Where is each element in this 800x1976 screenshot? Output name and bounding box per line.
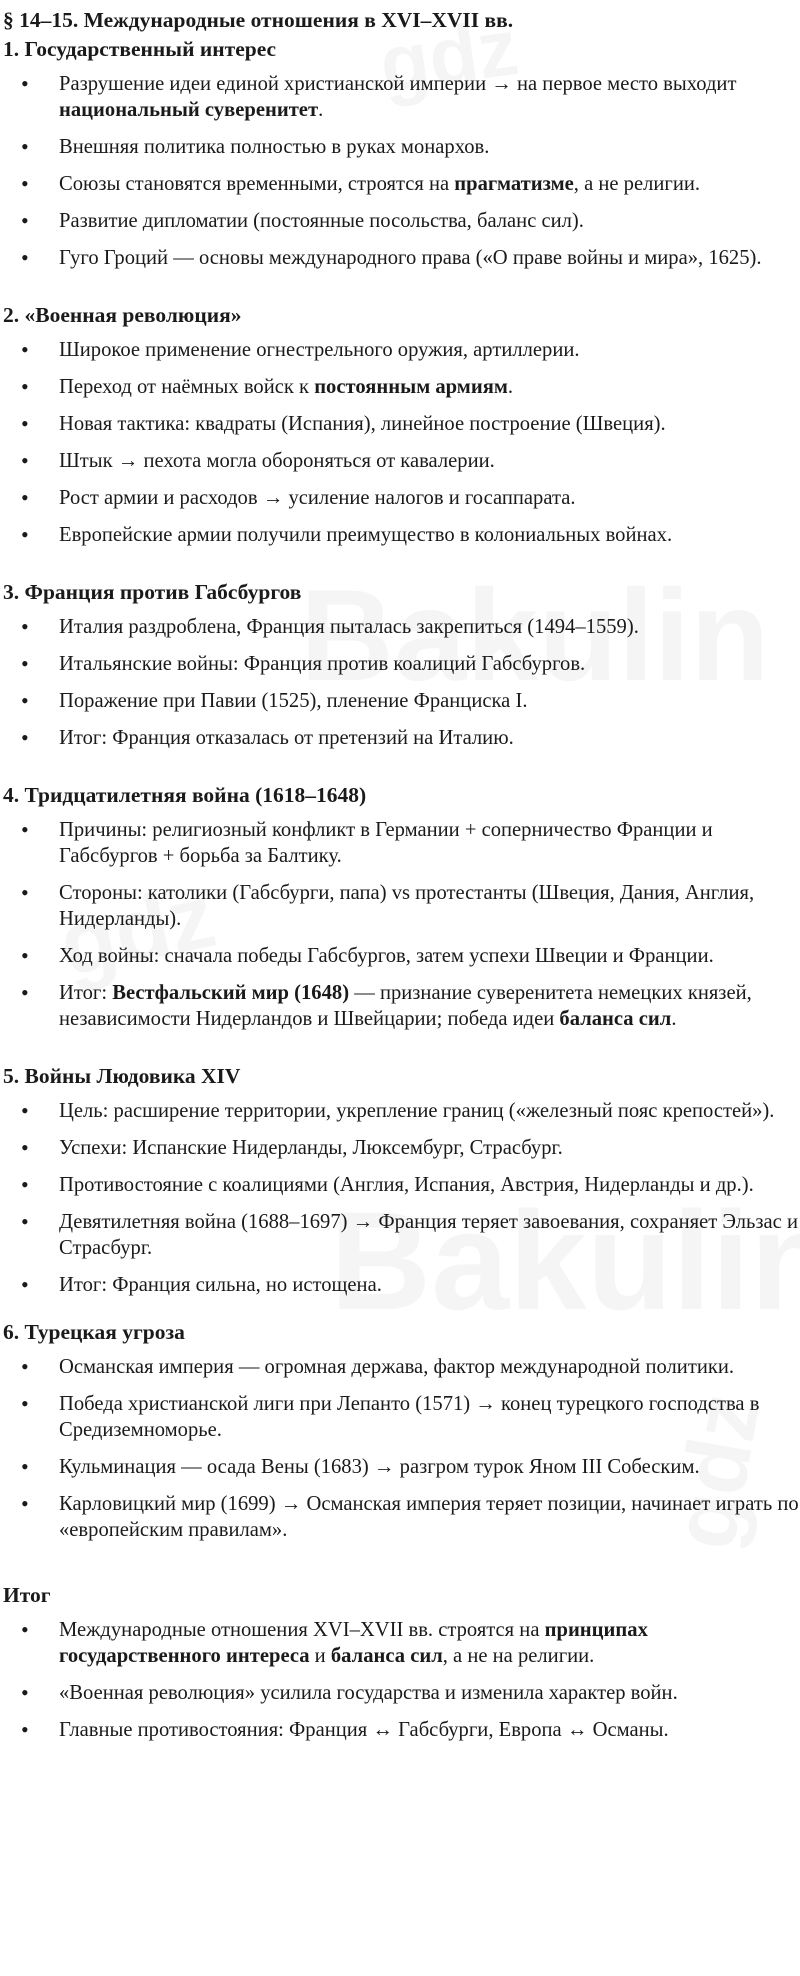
- text-run: Итог: Франция отказалась от претензий на Италию.: [59, 727, 514, 749]
- text-run: , а не религии.: [573, 173, 701, 195]
- list-item: [0, 688, 800, 714]
- text-run: .: [507, 376, 514, 398]
- text-run: Итальянские войны: Франция против коалиций Габсбургов.: [59, 653, 586, 675]
- list-item: [0, 337, 800, 363]
- list-item: [0, 1717, 800, 1743]
- text-run: Италия раздроблена, Франция пыталась закрепиться (1494–1559).: [59, 616, 639, 638]
- text-run: — признание суверенитета немецких князей, независимости Нидерландов и Швейцарии; победа идеи: [59, 982, 752, 1030]
- list-item: [0, 1135, 800, 1161]
- list-item: [0, 485, 800, 511]
- section-title: 5. Войны Людовика XIV: [3, 1064, 241, 1088]
- section-louis-xiv-wars: [0, 1064, 800, 1298]
- text-run: Победа христианской лиги при Лепанто (1571) → конец турецкого господства в Средиземноморье.: [59, 1393, 760, 1441]
- bold-term: принципах государственного интереса: [59, 1619, 648, 1667]
- list-item: [0, 374, 800, 400]
- text-run: .: [318, 99, 324, 121]
- section-summary: [0, 1583, 800, 1743]
- list-item: [0, 411, 800, 437]
- section-title: 3. Франция против Габсбургов: [3, 580, 302, 604]
- page-title: § 14–15. Международные отношения в XVI–XVII вв.: [3, 8, 514, 32]
- text-run: Рост армии и расходов → усиление налогов и госаппарата.: [59, 487, 576, 509]
- section-list: [0, 1617, 800, 1743]
- list-item: [0, 817, 800, 869]
- text-run: Широкое применение огнестрельного оружия, артиллерии.: [59, 339, 580, 361]
- text-run: Европейские армии получили преимущество в колониальных войнах.: [59, 524, 673, 546]
- section-list: [0, 614, 800, 751]
- bold-term: Вестфальский мир (1648): [112, 982, 350, 1004]
- list-item: [0, 880, 800, 932]
- list-item: [0, 171, 800, 197]
- list-item: [0, 1209, 800, 1261]
- section-title: 1. Государственный интерес: [3, 37, 277, 61]
- list-item: [0, 71, 800, 123]
- text-run: Штык → пехота могла обороняться от кавалерии.: [59, 450, 495, 472]
- section-turkish-threat: [0, 1320, 800, 1543]
- text-run: Стороны: католики (Габсбурги, папа) vs протестанты (Швеция, Дания, Англия, Нидерланды).: [59, 882, 755, 930]
- text-run: Разрушение идеи единой христианской империи → на первое место выходит: [59, 73, 737, 95]
- section-list: [0, 71, 800, 271]
- list-item: [0, 522, 800, 548]
- list-item: [0, 943, 800, 969]
- text-run: и: [309, 1645, 331, 1667]
- section-title: 6. Турецкая угроза: [3, 1320, 185, 1344]
- section-title: 4. Тридцатилетняя война (1618–1648): [3, 783, 367, 807]
- text-run: Переход от наёмных войск к: [59, 376, 315, 398]
- text-run: Османская империя — огромная держава, фактор международной политики.: [59, 1356, 735, 1378]
- bold-term: баланса сил: [559, 1008, 672, 1030]
- section-military-revolution: [0, 303, 800, 548]
- text-run: Ход войны: сначала победы Габсбургов, затем успехи Швеции и Франции.: [59, 945, 714, 967]
- text-run: Девятилетняя война (1688–1697) → Франция теряет завоевания, сохраняет Эльзас и Страсбург.: [59, 1211, 798, 1259]
- section-list: [0, 817, 800, 1032]
- list-item: [0, 1098, 800, 1124]
- text-run: Новая тактика: квадраты (Испания), линейное построение (Швеция).: [59, 413, 666, 435]
- bold-term: баланса сил: [330, 1645, 443, 1667]
- text-run: Внешняя политика полностью в руках монархов.: [59, 136, 490, 158]
- section-title: 2. «Военная революция»: [3, 303, 242, 327]
- list-item: [0, 134, 800, 160]
- text-run: Противостояние с коалициями (Англия, Испания, Австрия, Нидерланды и др.).: [59, 1174, 754, 1196]
- list-item: [0, 1354, 800, 1380]
- list-item: [0, 1454, 800, 1480]
- list-item: [0, 1391, 800, 1443]
- section-state-interest: [0, 37, 800, 271]
- list-item: [0, 1491, 800, 1543]
- text-run: Итог: Франция сильна, но истощена.: [59, 1274, 382, 1296]
- text-run: Развитие дипломатии (постоянные посольства, баланс сил).: [59, 210, 584, 232]
- list-item: [0, 980, 800, 1032]
- bold-term: национальный суверенитет: [59, 99, 319, 121]
- section-list: [0, 1354, 800, 1543]
- list-item: [0, 448, 800, 474]
- text-run: Гуго Гроций — основы международного права («О праве войны и мира», 1625).: [59, 247, 762, 269]
- text-run: Карловицкий мир (1699) → Османская империя теряет позиции, начинает играть по «европейским правилам».: [59, 1493, 799, 1541]
- section-thirty-years-war: [0, 783, 800, 1032]
- text-run: «Военная революция» усилила государства и изменила характер войн.: [59, 1682, 678, 1704]
- list-item: [0, 245, 800, 271]
- text-run: Кульминация — осада Вены (1683) → разгром турок Яном III Собеским.: [59, 1456, 700, 1478]
- text-run: Поражение при Павии (1525), пленение Франциска I.: [59, 690, 528, 712]
- text-run: Цель: расширение территории, укрепление границ («железный пояс крепостей»).: [59, 1100, 775, 1122]
- list-item: [0, 1172, 800, 1198]
- bold-term: постоянным армиям: [314, 376, 508, 398]
- section-list: [0, 1098, 800, 1298]
- section-title: Итог: [3, 1583, 51, 1607]
- list-item: [0, 1617, 800, 1669]
- list-item: [0, 614, 800, 640]
- text-run: Итог:: [59, 982, 113, 1004]
- list-item: [0, 725, 800, 751]
- text-run: .: [671, 1008, 677, 1030]
- list-item: [0, 651, 800, 677]
- bold-term: прагматизме: [454, 173, 574, 195]
- text-run: , а не на религии.: [442, 1645, 595, 1667]
- text-run: Союзы становятся временными, строятся на: [59, 173, 455, 195]
- text-run: Главные противостояния: Франция ↔ Габсбурги, Европа ↔ Османы.: [59, 1719, 669, 1741]
- list-item: [0, 1680, 800, 1706]
- text-run: Успехи: Испанские Нидерланды, Люксембург, Страсбург.: [59, 1137, 563, 1159]
- text-run: Международные отношения XVI–XVII вв. строятся на: [59, 1619, 545, 1641]
- list-item: [0, 1272, 800, 1298]
- section-list: [0, 337, 800, 548]
- section-france-habsburgs: [0, 580, 800, 751]
- text-run: Причины: религиозный конфликт в Германии + соперничество Франции и Габсбургов + борьба за Балтику.: [59, 819, 713, 867]
- list-item: [0, 208, 800, 234]
